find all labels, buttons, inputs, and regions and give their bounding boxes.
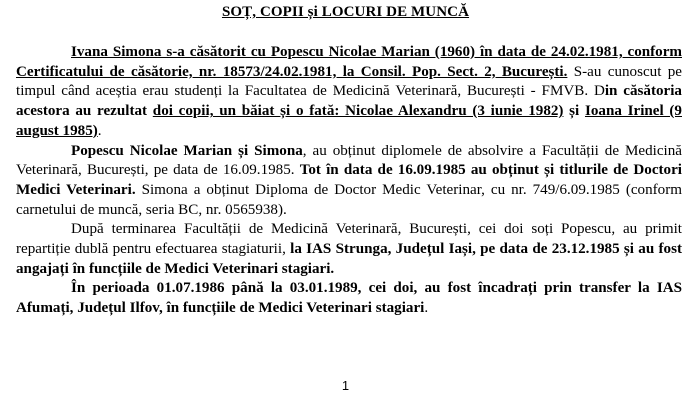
internship-location: la IAS Strunga, Județul Iași, pe data de 23.12.1985 și au fost angajați în funcțiile de Medici Veterinari stagiari.	[16, 241, 682, 277]
paragraph-end-period: .	[424, 300, 429, 317]
paragraph-diplomas	[16, 142, 682, 221]
graduates-names: Popescu Nicolae Marian și Simona	[71, 142, 303, 159]
paragraph-transfer	[16, 279, 682, 318]
children-intro: in căsătoria acestora au rezultat	[16, 83, 682, 120]
paragraph-internship	[16, 220, 682, 279]
diplomas-text: , au obținut diplomele de absolvire a Facultății de Medicină Veterinară, București, pe data de 16.09.1985.	[16, 142, 683, 179]
children-daughter: Ioana Irinel (9 august 1985)	[16, 103, 682, 139]
transfer-statement: În perioada 01.07.1986 până la 03.01.1989, cei doi, au fost încadrați prin transfer la IAS Afumați, Județul Ilfov, în funcțiile de Medici Veterinari stagiari	[16, 280, 682, 317]
meeting-text: S-au cunoscut pe timpul când aceștia erau studenți la Facultatea de Medicină Veterinară, București - FMVB. D	[16, 63, 682, 100]
children-son: doi copii, un băiat și o fată: Nicolae Alexandru (3 iunie 1982)	[152, 103, 564, 120]
page-title: SOȚ, COPII și LOCURI DE MUNCĂ	[221, 4, 470, 20]
paragraph-marriage	[16, 43, 682, 142]
document-body	[16, 43, 682, 319]
children-and: și	[563, 103, 585, 120]
marriage-statement: Ivana Simona s-a căsătorit cu Popescu Nicolae Marian (1960) în data de 24.02.1981, conform Certificatului de căsătorie, nr. 18573/24.02.1981, la Consil. Pop. Sect. 2, București.	[16, 44, 682, 80]
doctor-titles-statement: Tot în data de 16.09.1985 au obținut și titlurile de Doctori Medici Veterinari.	[16, 162, 682, 198]
diploma-details: Simona a obținut Diploma de Doctor Medic Veterinar, cu nr. 749/6.09.1985 (conform carnetului de muncă, seria BC, nr. 0565938).	[16, 181, 682, 218]
page-number: 1	[341, 378, 350, 393]
paragraph-end-period: .	[97, 122, 102, 139]
internship-text: După terminarea Facultății de Medicină Veterinară, București, cei doi soți Popescu, au primit repartiție dublă pentru efectuarea stagiaturii,	[16, 221, 682, 258]
